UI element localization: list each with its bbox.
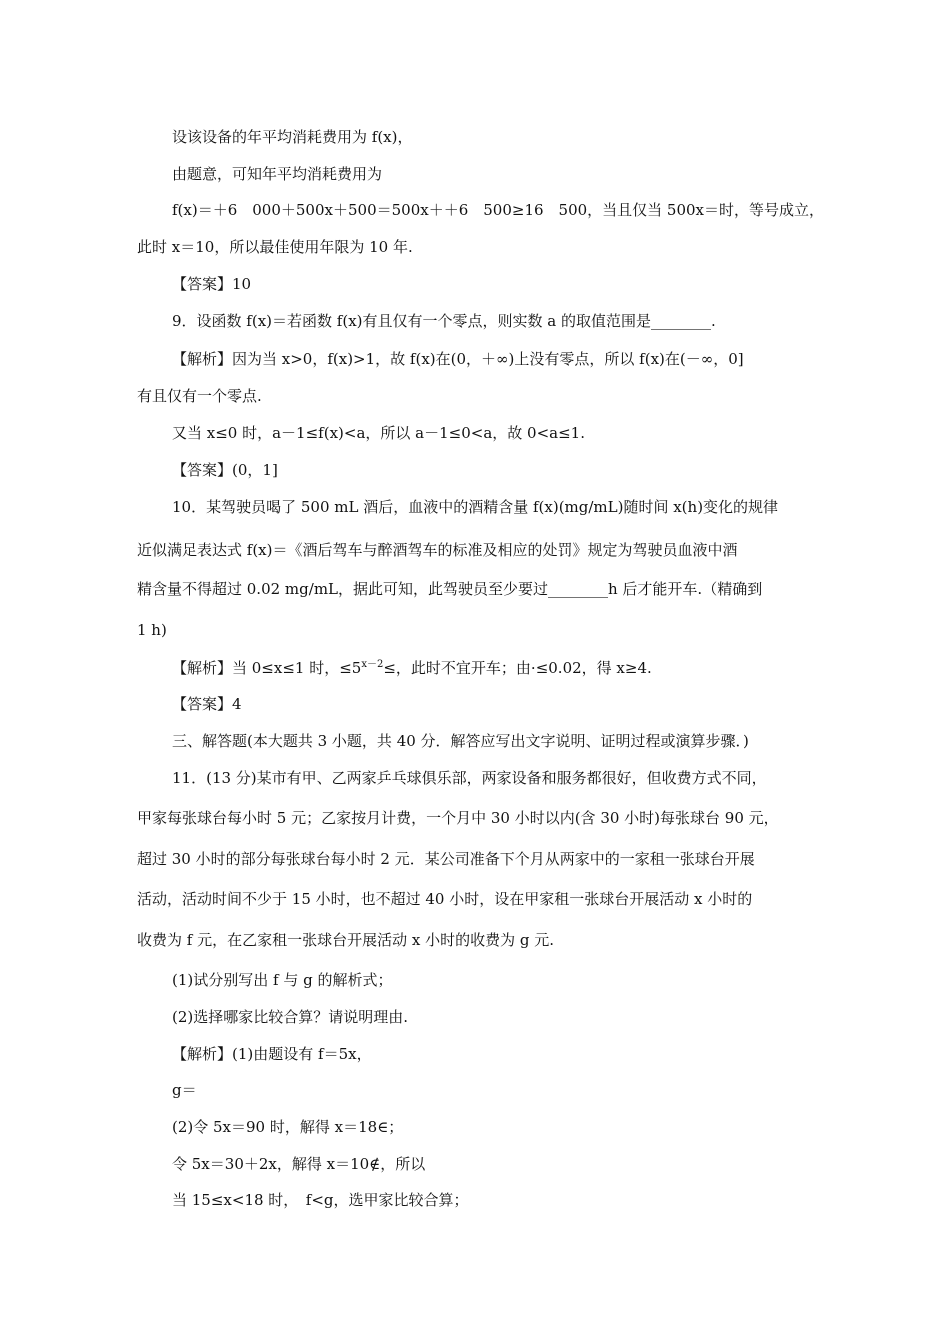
analysis-line: 【解析】因为当 x>0，f(x)>1，故 f(x)在(0，＋∞)上没有零点，所以 f(x)在(－∞，0]: [172, 350, 744, 368]
question-11: 11．(13 分)某市有甲、乙两家乒乓球俱乐部，两家设备和服务都很好，但收费方式不同，: [172, 769, 767, 787]
analysis-line: [172, 658, 652, 681]
text-line: f(x)＝＋6 000＋500x＋500＝500x＋＋6 500≥16 500，当且仅当 500x＝时，等号成立，: [172, 201, 825, 219]
text-line: 精含量不得超过 0.02 mg/mL，据此可知，此驾驶员至少要过________h 后才能开车.（精确到: [137, 580, 763, 598]
question-10: 10．某驾驶员喝了 500 mL 酒后，血液中的酒精含量 f(x)(mg/mL)随时间 x(h)变化的规律: [172, 498, 779, 516]
text-line: (2)令 5x＝90 时，解得 x＝18∈；: [172, 1118, 404, 1136]
text-line: 此时 x＝10，所以最佳使用年限为 10 年.: [137, 238, 413, 256]
text-line: 收费为 f 元，在乙家租一张球台开展活动 x 小时的收费为 g 元.: [137, 931, 554, 949]
text-line: 活动，活动时间不少于 15 小时，也不超过 40 小时，设在甲家租一张球台开展活动 x 小时的: [137, 890, 753, 908]
analysis-text-b: ≤，此时不宜开车；由·≤0.02，得 x≥4.: [383, 659, 652, 677]
answer-line: 【答案】(0，1]: [172, 461, 278, 479]
analysis-text-a: 【解析】当 0≤x≤1 时，≤5: [172, 659, 362, 677]
text-line: 近似满足表达式 f(x)＝《酒后驾车与醉酒驾车的标准及相应的处罚》规定为驾驶员血液中酒: [137, 541, 738, 559]
text-line: 由题意，可知年平均消耗费用为: [172, 165, 383, 183]
text-line: 有且仅有一个零点.: [137, 387, 262, 405]
sub-question-2: (2)选择哪家比较合算？请说明理由.: [172, 1008, 409, 1026]
text-line: 又当 x≤0 时，a－1≤f(x)<a，所以 a－1≤0<a，故 0<a≤1.: [172, 424, 585, 442]
text-line: 当 15≤x<18 时， f<g，选甲家比较合算；: [172, 1191, 469, 1209]
section-heading: 三、解答题(本大题共 3 小题，共 40 分．解答应写出文字说明、证明过程或演算步骤．): [172, 732, 749, 750]
text-line: g＝: [172, 1081, 197, 1099]
text-line: 设该设备的年平均消耗费用为 f(x)，: [172, 128, 413, 146]
text-line: 超过 30 小时的部分每张球台每小时 2 元．某公司准备下个月从两家中的一家租一张球台开展: [137, 850, 755, 868]
text-line: 甲家每张球台每小时 5 元；乙家按月计费，一个月中 30 小时以内(含 30 小时)每张球台 90 元，: [137, 809, 779, 827]
text-line: 1 h): [137, 621, 167, 639]
answer-line: 【答案】4: [172, 695, 242, 713]
exponent: x－2: [361, 659, 384, 670]
answer-line: 【答案】10: [172, 275, 252, 293]
sub-question-1: (1)试分别写出 f 与 g 的解析式；: [172, 971, 393, 989]
text-line: 令 5x＝30＋2x，解得 x＝10∉，所以: [172, 1155, 426, 1173]
analysis-line: 【解析】(1)由题设有 f＝5x，: [172, 1045, 372, 1063]
question-9: 9．设函数 f(x)＝若函数 f(x)有且仅有一个零点，则实数 a 的取值范围是________.: [172, 312, 716, 330]
